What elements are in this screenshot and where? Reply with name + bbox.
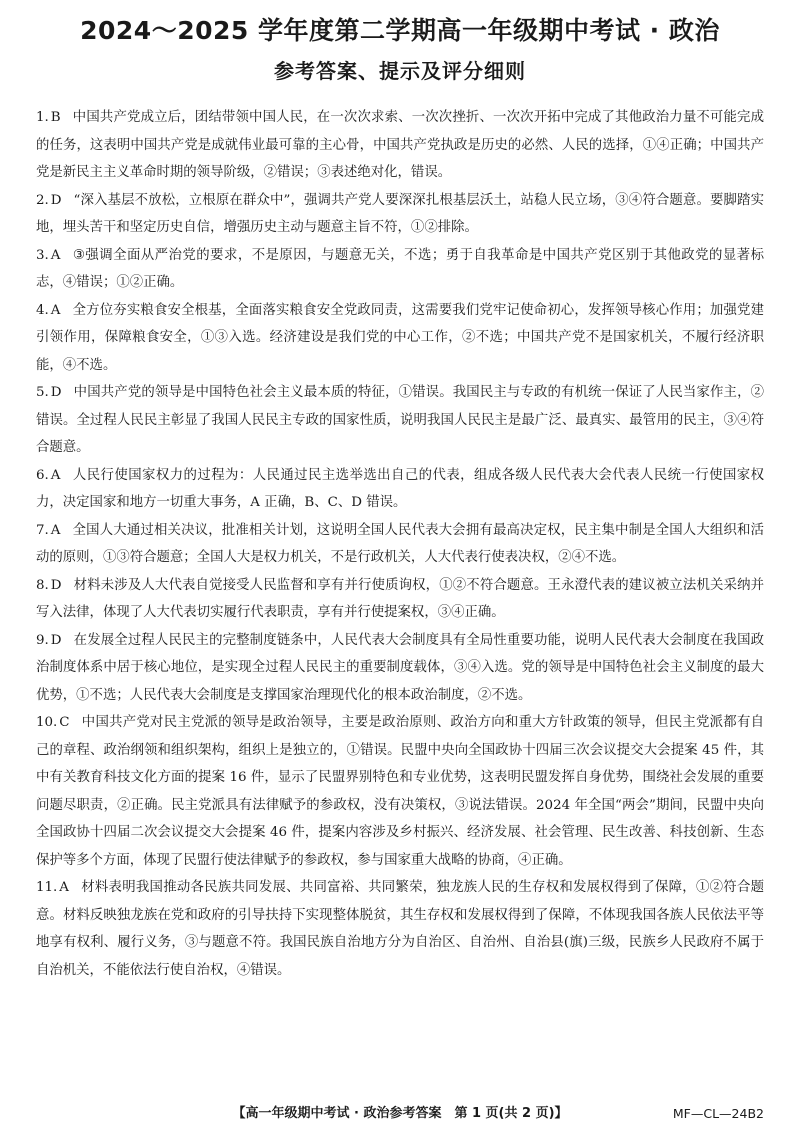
answer-explanation: 全国人大通过相关决议，批准相关计划，这说明全国人民代表大会拥有最高决定权，民主集中制是全国人大组织和活动的原则，①③符合题意；全国人大是权力机关，不是行政机关，人大代表行使表决权，②④不选。 bbox=[36, 522, 764, 565]
answer-number: 3. bbox=[36, 247, 49, 263]
answer-option: D bbox=[50, 632, 62, 648]
answer-option: C bbox=[59, 715, 70, 730]
answer-explanation: 材料未涉及人大代表自觉接受人民监督和享有并行使质询权，①②不符合题意。王永澄代表的建议被立法机关采纳并写入法律，体现了人大代表切实履行代表职责，享有并行使提案权，③④正确。 bbox=[36, 577, 764, 620]
answer-explanation: 中国共产党对民主党派的领导是政治领导，主要是政治原则、政治方向和重大方针政策的领导，但民主党派都有自己的章程、政治纲领和组织架构，组织上是独立的，①错误。民盟中央向全国政协十四届三次会议提交大会提案 45 件，其中有关教育科技文化方面的提案 16 件，显示了民盟界别特色和专业优势，这表明民盟发挥自身优势，围绕社会发展的重要问题尽职责，②正确。民主党派具有法律赋予的参政权，没有决策权，③说法错误。2024 年全国“两会”期间，民盟中央向全国政协十四届二次会议提交大会提案 46 件，提案内容涉及乡村振兴、经济发展、社会管理、民生改善、科技创新、生态保护等多个方面，体现了民盟行使法律赋予的参政权，参与国家重大战略的协商，④正确。 bbox=[36, 715, 764, 868]
answer-option: D bbox=[50, 577, 62, 593]
answer-number: 7. bbox=[36, 522, 49, 538]
answer-number: 6. bbox=[36, 467, 49, 483]
answer-number: 9. bbox=[36, 632, 49, 648]
page-subtitle: 参考答案、提示及评分细则 bbox=[274, 59, 526, 83]
answer-number: 4. bbox=[36, 302, 49, 318]
answer-item-6 bbox=[36, 462, 764, 517]
page-title: 2024～2025 学年度第二学期高一年级期中考试 · 政治 bbox=[80, 16, 720, 45]
footer-page-info: 【高一年级期中考试 · 政治参考答案 第 1 页(共 2 页)】 bbox=[232, 1106, 568, 1121]
answer-option: D bbox=[50, 192, 62, 208]
answer-explanation: 人民行使国家权力的过程为：人民通过民主选举选出自己的代表，组成各级人民代表大会代表人民统一行使国家权力，决定国家和地方一切重大事务，A 正确，B、C、D 错误。 bbox=[36, 467, 764, 510]
answer-option: D bbox=[50, 385, 62, 400]
answer-explanation: 材料表明我国推动各民族共同发展、共同富裕、共同繁荣，独龙族人民的生存权和发展权得到了保障，①②符合题意。材料反映独龙族在党和政府的引导扶持下实现整体脱贫，其生存权和发展权得到了保障，不体现我国各族人民依法平等地享有权利、履行义务，③与题意不符。我国民族自治地方分为自治区、自治州、自治县(旗)三级，民族乡人民政府不属于自治机关，不能依法行使自治权，④错误。 bbox=[36, 880, 764, 978]
answer-number: 2. bbox=[36, 192, 49, 208]
answer-number: 10. bbox=[36, 715, 58, 730]
answer-option: A bbox=[59, 880, 69, 895]
answer-number: 8. bbox=[36, 577, 49, 593]
answer-explanation: “深入基层不放松，立根原在群众中”，强调共产党人要深深扎根基层沃土，站稳人民立场，③④符合题意。要脚踏实地，埋头苦干和坚定历史自信，增强历史主动与题意主旨不符，①②排除。 bbox=[36, 192, 764, 235]
answer-item-2 bbox=[36, 187, 764, 242]
answer-option: A bbox=[50, 247, 61, 263]
answer-explanation: 中国共产党成立后，团结带领中国人民，在一次次求索、一次次挫折、一次次开拓中完成了其他政治力量不可能完成的任务，这表明中国共产党是成就伟业最可靠的主心骨，中国共产党执政是历史的必然、人民的选择，①④正确；中国共产党是新民主主义革命时期的领导阶级，②错误；③表述绝对化，错误。 bbox=[36, 110, 764, 180]
answer-number: 11. bbox=[36, 880, 58, 895]
answer-item-11 bbox=[36, 874, 764, 984]
answer-explanation: 在发展全过程人民民主的完整制度链条中，人民代表大会制度具有全局性重要功能，说明人民代表大会制度在我国政治制度体系中居于核心地位，是实现全过程人民民主的重要制度载体，③④入选。党的领导是中国特色社会主义制度的最大优势，①不选；人民代表大会制度是支撑国家治理现代化的根本政治制度，②不选。 bbox=[36, 632, 764, 703]
answer-item-7 bbox=[36, 517, 764, 572]
answer-item-4 bbox=[36, 297, 764, 380]
answer-explanation: ③强调全面从严治党的要求，不是原因，与题意无关，不选；勇于自我革命是中国共产党区别于其他政党的显著标志，④错误；①②正确。 bbox=[36, 247, 764, 290]
answer-number: 5. bbox=[36, 385, 49, 400]
answer-explanation: 中国共产党的领导是中国特色社会主义最本质的特征，①错误。我国民主与专政的有机统一保证了人民当家作主，②错误。全过程人民民主彰显了我国人民民主专政的国家性质，说明我国人民民主是最广泛、最真实、最管用的民主，③④符合题意。 bbox=[36, 385, 764, 455]
answer-option: B bbox=[50, 110, 61, 125]
answer-explanation: 全方位夯实粮食安全根基，全面落实粮食安全党政同责，这需要我们党牢记使命初心，发挥领导核心作用；加强党建引领作用，保障粮食安全，①③入选。经济建设是我们党的中心工作，②不选；中国共产党不是国家机关，不履行经济职能，④不选。 bbox=[36, 302, 764, 373]
answer-option: A bbox=[50, 302, 61, 318]
footer-doc-code: MF—CL—24B2 bbox=[672, 1106, 764, 1121]
page-footer bbox=[36, 1102, 764, 1126]
answer-option: A bbox=[50, 522, 61, 538]
answer-item-3 bbox=[36, 242, 764, 297]
answer-option: A bbox=[50, 467, 61, 483]
answer-number: 1. bbox=[36, 110, 49, 125]
answer-item-1 bbox=[36, 104, 764, 187]
answer-item-9 bbox=[36, 627, 764, 710]
answer-list bbox=[36, 104, 764, 984]
answer-item-8 bbox=[36, 572, 764, 627]
answer-item-10 bbox=[36, 709, 764, 874]
answer-item-5 bbox=[36, 379, 764, 462]
